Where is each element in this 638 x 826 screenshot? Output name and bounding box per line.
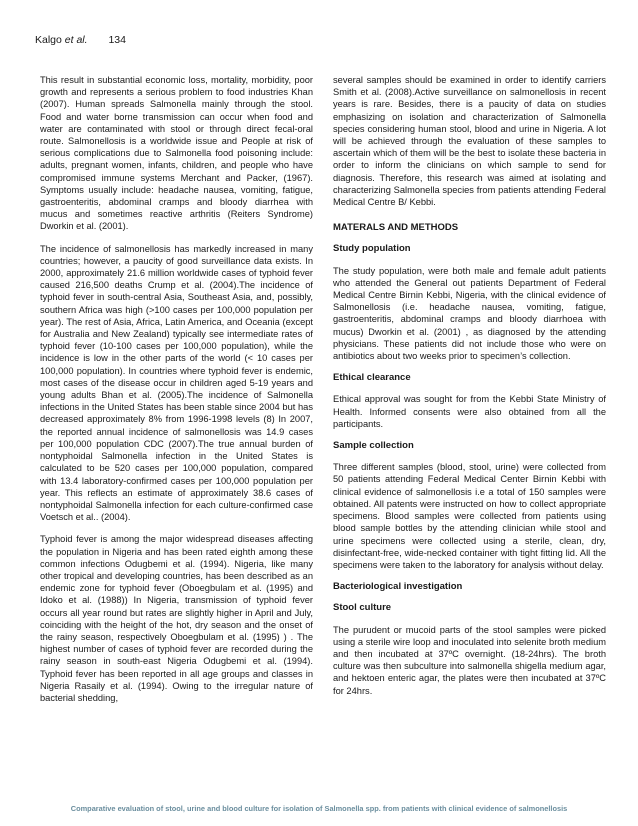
paragraph: Ethical approval was sought for from the Kebbi State Ministry of Health. Informed consents were also obtained from all the participants. [333, 394, 606, 429]
paragraph: This result in substantial economic loss, mortality, morbidity, poor growth and represents a serious problem to food industries Khan (2007). Human spreads Salmonella mainly through the stool. Food and water borne transmission can occur when food and water are contaminated with stool or through direct fecal-oral route. Salmonellosis is a worldwide issue and People at risk of serious complications due to Salmonella food poisoning include: adults, pregnant women, infants, children, and people who have compromised immune systems Merchant and Packer, (1967). Symptoms usually include: headache nausea, vomiting, fatigue, gastroenteritis, abdominal cramps and bloody diarrhea with mucus and sometimes reactive arthritis (Reiters Syndrome) Dworkin et al. (2001). [40, 75, 313, 232]
header-author: Kalgo [35, 34, 62, 46]
subheading-sample-collection: Sample collection [333, 440, 414, 452]
paragraph: Typhoid fever is among the major widespread diseases affecting the population in Nigeria and has been rated eighth among these common infections Odugbemi et al. (1994). Nigeria, like many other tropical and developing countries, has been described as an endemic zone for typhoid fever (Oboegbulam et al. (1995) and Idoko et al. (1988)) In Nigeria, transmission of typhoid fever occurs all year round but rates are slightly higher in April and July, coinciding with the height of the hot, dry season and the onset of the rainy season, respectively Oboegbulam et al. (1995) ) . The highest number of cases of typhoid fever are recorded during the rainy season in south-east Nigeria Odugbemi et al. (1994). Typhoid fever has been reported in all age groups and classes in Nigeria Rasaily et al. (1994). Owing to the irregular nature of bacterial shedding, [40, 534, 313, 703]
header-etal: et al. [64, 34, 88, 46]
paragraph: The purudent or mucoid parts of the stool samples were picked using a sterile wire loop and inoculated into selenite broth medium and then incubated at 37ºC overnight. (18-24hrs). The broth culture was then subculture into salmonella shigella medium agar, and hektoen enteric agar, the plates were then incubated at 37ºC for 24hrs. [333, 624, 606, 696]
subheading-ethical-clearance: Ethical clearance [333, 372, 411, 384]
paragraph: The incidence of salmonellosis has markedly increased in many countries; however, a paucity of good surveillance data exists. In 2000, approximately 21.6 million worldwide cases of typhoid fever caused 216,500 deaths Crump et al. (2004).The incidence of typhoid fever in south-central Asia, Southeast Asia, and, possibly, southern Africa was high (>100 cases per 100,000 population per year). The rest of Asia, Africa, Latin America, and Oceania (except for Australia and New Zealand) typically see intermediate rates of typhoid fever (10-100 cases per 100,000 population), while the incidence is low in the other parts of the world (< 10 cases per 100,000 population). In countries where typhoid fever is endemic, most cases of the disease occur in children aged 5-19 years and young adults Bhan et al. (2005).The incidence of Salmonella infections in the United States has been stable since 2004 but has decreased approximately 8% from 1996-1998 levels (8) In 2007, the reported annual incidence of salmonellosis was 14.9 cases per 100,000 population CDC (2007).The true annual burden of nontyphoidal Salmonella infection in the United States is calculated to be 520 cases per 100,000 population, compared with 13.4 laboratory-confirmed cases per 100,000 population per year. This reflects an estimate of approximately 38.6 cases of nontyphoidal Salmonella infection for each culture-confirmed case Voetsch et al.. (2004). [40, 243, 313, 523]
subheading-stool-culture: Stool culture [333, 602, 392, 614]
subheading-study-population: Study population [333, 243, 411, 255]
paragraph: The study population, were both male and female adult patients who attended the General out patients Department of Federal Medical Centre Birnin Kebbi, Nigeria, with the clinical evidence of Salmonellosis (i.e. headache nausea, vomiting, fatigue, gastroenteritis, abdominal cramps and bloody diarrhoea with mucus) Dworkin et al. (2001) , as diagnosed by the attending physicians. These patients did not include those who were on antibiotics about two weeks prior to specimen’s collection. [333, 265, 606, 362]
section-heading-methods: MATERALS AND METHODS [333, 222, 459, 234]
paragraph: Three different samples (blood, stool, urine) were collected from 50 patients attending Federal Medical Center Birnin Kebbi with clinical evidence of salmonellosis i.e a total of 150 samples were obtained. All patents were instructed on how to collect appropriate specimens. Blood samples were collected from patients using blood sample bottles by the attending clinician while stool and urine specimens were collected using a sterile, clean, dry, disinfectant-free, wide-necked container with tight fitting lid. All the specimens were taken to the laboratory for analysis without delay. [333, 462, 606, 570]
running-footer: Comparative evaluation of stool, urine and blood culture for isolation of Salmonella spp. from patients with clinical evidence of salmonellosis [70, 804, 568, 813]
paragraph: several samples should be examined in order to identify carriers Smith et al. (2008).Active surveillance on salmonellosis in recent years is rare. Besides, there is a paucity of data on studies emphasizing on isolation and characterization of Salmonella species considering human stool, blood and urine in Nigeria. A lot will be achieved through the evaluation of these samples to ascertain which of them will be the best to isolate these bacteria in order to inform the clinicians on which sample to send for diagnosis. Therefore, this research was aimed at isolating and characterizing Salmonella species from patients attending Federal Medical Centre B/ Kebbi. [333, 75, 606, 208]
left-column [40, 74, 313, 714]
running-header [35, 34, 126, 46]
page-number: 134 [108, 34, 126, 46]
right-column [333, 74, 606, 707]
subheading-bacteriological: Bacteriological investigation [333, 581, 463, 593]
